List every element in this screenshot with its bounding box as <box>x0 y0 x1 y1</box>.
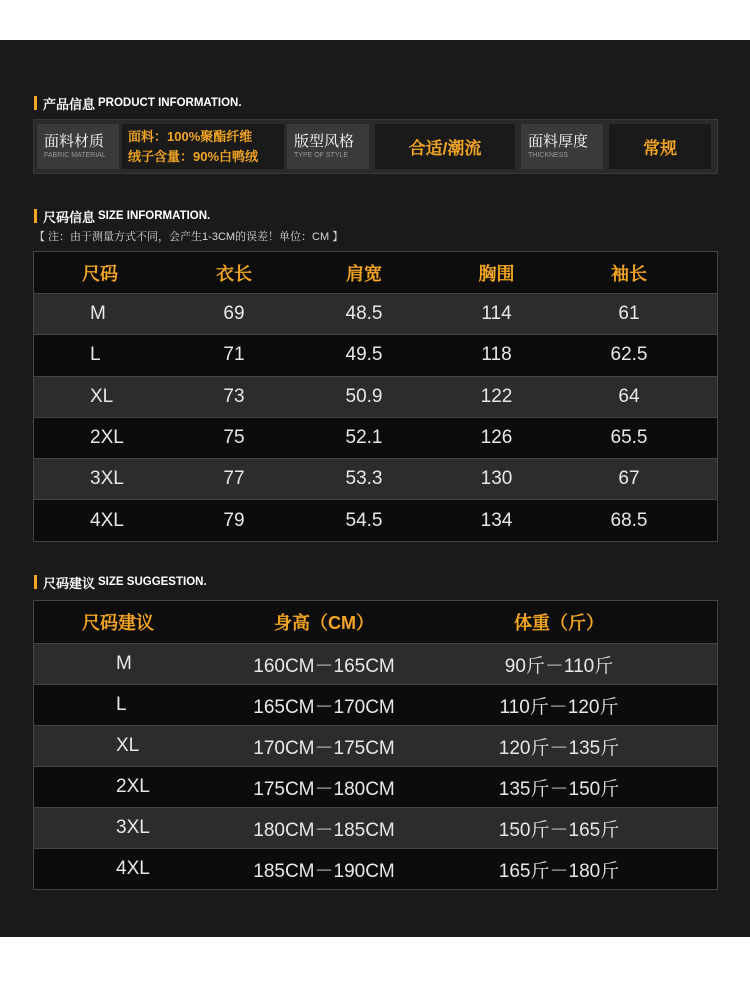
product-info-title-en: PRODUCT INFORMATION. <box>98 97 242 109</box>
table-cell: 3XL <box>116 817 150 838</box>
table-header-cell: 胸围 <box>478 263 515 284</box>
table-header-row <box>34 601 717 643</box>
table-cell: 49.5 <box>345 344 383 366</box>
table-row <box>34 766 717 807</box>
table-cell: M <box>90 303 106 325</box>
table-cell: 160CM－165CM <box>253 655 395 677</box>
table-cell: 50.9 <box>345 385 383 407</box>
fabric-label-en: FABRIC MATERIAL <box>44 151 106 159</box>
size-suggestion-title <box>34 574 207 590</box>
style-label-en: TYPE OF STYLE <box>294 151 349 159</box>
size-info-note: 【 注：由于测量方式不同，会产生1-3CM的误差！单位：CM 】 <box>34 231 344 243</box>
table-cell: 175CM－180CM <box>253 778 395 800</box>
fabric-label-cn: 面料材质 <box>44 132 105 150</box>
table-cell: L <box>90 344 101 366</box>
table-cell: 134 <box>480 509 513 531</box>
table-cell: 2XL <box>116 776 150 797</box>
product-info-strip <box>33 119 718 174</box>
table-header-cell: 尺码建议 <box>82 613 154 633</box>
table-cell: 180CM－185CM <box>253 819 395 841</box>
table-cell: 54.5 <box>345 509 383 531</box>
table-cell: 79 <box>223 509 245 531</box>
table-cell: XL <box>116 735 140 756</box>
table-cell: 69 <box>223 303 245 325</box>
table-row <box>34 725 717 766</box>
table-cell: 64 <box>618 385 640 407</box>
table-header-cell: 衣长 <box>216 263 252 284</box>
table-cell: 77 <box>223 468 245 490</box>
thickness-label <box>521 124 603 169</box>
table-cell: 61 <box>618 303 640 325</box>
table-row <box>34 458 717 499</box>
table-cell: 90斤－110斤 <box>504 655 614 677</box>
thickness-value <box>609 124 711 169</box>
table-cell: 71 <box>223 344 245 366</box>
table-cell: 4XL <box>90 509 124 531</box>
size-info-table <box>33 251 718 542</box>
table-cell: L <box>116 694 127 715</box>
thickness-label-en: THICKNESS <box>528 151 569 159</box>
table-cell: 185CM－190CM <box>253 860 395 882</box>
table-cell: 65.5 <box>610 427 648 449</box>
size-info-title-cn: 尺码信息 <box>43 209 96 225</box>
table-row <box>34 643 717 684</box>
table-cell: 165斤－180斤 <box>498 860 620 882</box>
product-info-title <box>34 95 242 111</box>
size-info-title <box>34 208 210 224</box>
table-cell: 130 <box>480 468 513 490</box>
table-cell: XL <box>90 385 114 407</box>
table-cell: 53.3 <box>345 468 383 490</box>
table-cell: 75 <box>223 427 245 449</box>
table-row <box>34 499 717 540</box>
table-header-cell: 身高（CM） <box>274 613 374 633</box>
table-cell: 68.5 <box>610 509 648 531</box>
table-cell: 2XL <box>90 427 124 449</box>
fabric-value <box>122 124 284 169</box>
page-canvas <box>0 40 750 937</box>
table-row <box>34 334 717 375</box>
style-label <box>287 124 369 169</box>
table-cell: 170CM－175CM <box>253 737 395 759</box>
table-cell: 62.5 <box>610 344 648 366</box>
title-accent-bar <box>34 209 37 223</box>
table-header-cell: 肩宽 <box>346 263 382 284</box>
table-row <box>34 417 717 458</box>
table-cell: M <box>116 653 132 674</box>
table-header-cell: 袖长 <box>611 263 647 284</box>
table-cell: 4XL <box>116 858 150 879</box>
thickness-value-text: 常规 <box>643 139 677 158</box>
size-suggestion-title-en: SIZE SUGGESTION. <box>98 576 207 588</box>
table-row <box>34 293 717 334</box>
table-row <box>34 684 717 725</box>
size-suggestion-table <box>33 600 718 890</box>
fabric-value-line2: 绒子含量：90%白鸭绒 <box>128 148 259 164</box>
table-cell: 114 <box>481 303 512 325</box>
style-label-cn: 版型风格 <box>294 132 355 150</box>
style-value <box>375 124 515 169</box>
title-accent-bar <box>34 575 37 589</box>
table-cell: 120斤－135斤 <box>498 737 620 759</box>
thickness-label-cn: 面料厚度 <box>528 132 589 150</box>
table-header-cell: 体重（斤） <box>514 613 604 633</box>
table-cell: 126 <box>480 427 513 449</box>
size-suggestion-title-cn: 尺码建议 <box>43 575 96 591</box>
table-cell: 118 <box>481 344 512 366</box>
table-cell: 67 <box>618 468 640 490</box>
size-info-title-en: SIZE INFORMATION. <box>98 210 211 222</box>
table-cell: 122 <box>480 385 513 407</box>
title-accent-bar <box>34 96 37 110</box>
table-cell: 52.1 <box>345 427 383 449</box>
table-header-cell: 尺码 <box>82 263 118 284</box>
product-info-title-cn: 产品信息 <box>43 96 96 112</box>
table-cell: 48.5 <box>345 303 383 325</box>
table-row <box>34 848 717 889</box>
fabric-value-line1: 面料：100%聚酯纤维 <box>128 128 253 144</box>
style-value-text: 合适/潮流 <box>408 139 482 158</box>
table-row <box>34 376 717 417</box>
table-cell: 150斤－165斤 <box>498 819 620 841</box>
table-header-row <box>34 252 717 293</box>
table-cell: 135斤－150斤 <box>498 778 620 800</box>
table-cell: 3XL <box>90 468 124 490</box>
table-row <box>34 807 717 848</box>
fabric-label <box>37 124 119 169</box>
table-cell: 73 <box>223 385 245 407</box>
table-cell: 110斤－120斤 <box>499 696 619 718</box>
table-cell: 165CM－170CM <box>253 696 395 718</box>
